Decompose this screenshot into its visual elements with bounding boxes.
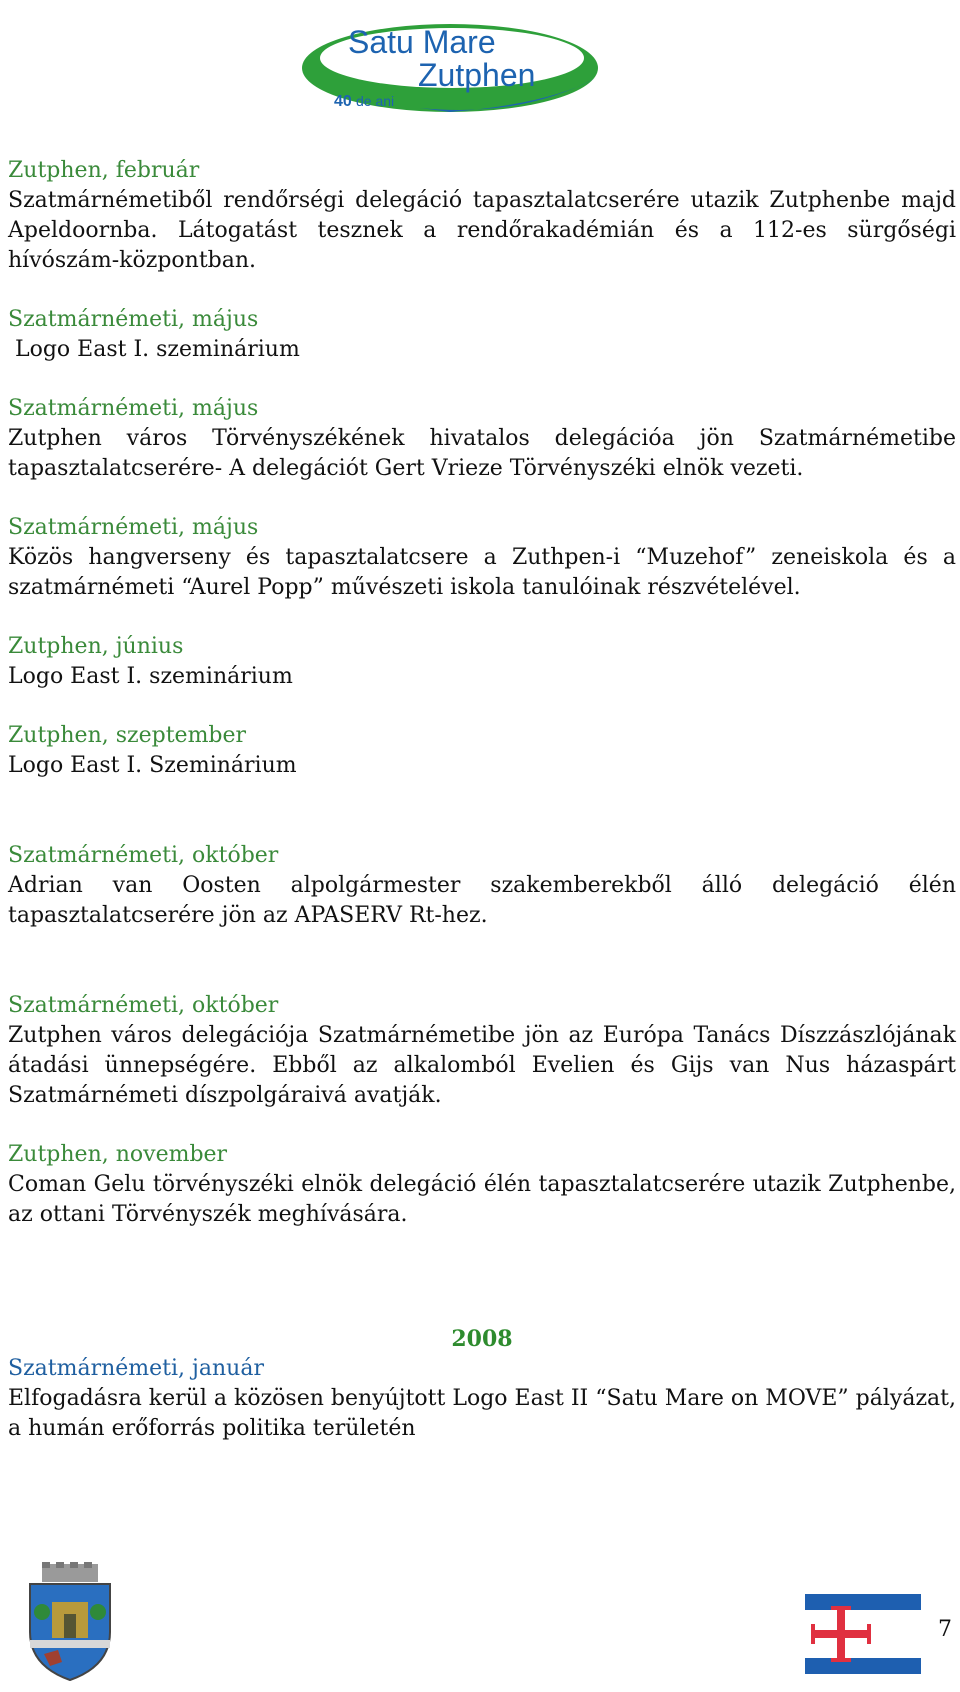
- logo-line1: Satu Mare: [348, 24, 496, 60]
- entry-heading: Szatmárnémeti, október: [8, 993, 279, 1018]
- entry-text: Szatmárnémetiből rendőrségi delegáció tapasztalatcserére utazik Zutphenbe majd Apeldoornba. Látogatást tesznek a rendőrakadémián és a 112-es sürgőségi hívószám-központban.: [8, 188, 956, 273]
- document-content: [8, 156, 956, 1444]
- entry-4: [8, 513, 956, 603]
- entry-2008: [8, 1354, 956, 1444]
- satu-mare-zutphen-logo: [300, 8, 610, 120]
- logo-number: 40: [334, 93, 352, 110]
- entry-text: Logo East I. szeminárium: [8, 664, 293, 689]
- entry-heading: Zutphen, június: [8, 634, 184, 659]
- entry-text: Zutphen város Törvényszékének hivatalos delegációa jön Szatmárnémetibe tapasztalatcserére- A delegációt Gert Vrieze Törvényszéki elnök vezeti.: [8, 426, 956, 481]
- entry-6: [8, 721, 956, 781]
- entry-7: [8, 841, 956, 931]
- entry-1: [8, 156, 956, 276]
- year-heading: 2008: [451, 1326, 513, 1352]
- entry-text: Közös hangverseny és tapasztalatcsere a Zuthpen-i “Muzehof” zeneiskola és a szatmárnémeti “Aurel Popp” művészeti iskola tanulóinak részvételével.: [8, 545, 956, 600]
- satu-mare-coat-of-arms-icon: [22, 1562, 118, 1682]
- entry-text: Logo East I. szeminárium: [8, 337, 300, 362]
- entry-3: [8, 394, 956, 484]
- entry-text: Coman Gelu törvényszéki elnök delegáció élén tapasztalatcserére utazik Zutphenbe, az ottani Törvényszék meghívására.: [8, 1172, 956, 1227]
- entry-5: [8, 632, 956, 692]
- entry-text: Logo East I. Szeminárium: [8, 753, 297, 778]
- entry-text: Adrian van Oosten alpolgármester szakemberekből álló delegáció élén tapasztalatcserére jön az APASERV Rt-hez.: [8, 873, 956, 928]
- page-number: 7: [938, 1617, 952, 1642]
- entry-text: Elfogadásra kerül a közösen benyújtott Logo East II “Satu Mare on MOVE” pályázat, a humán erőforrás politika területén: [8, 1386, 956, 1441]
- entry-heading: Szatmárnémeti, január: [8, 1356, 264, 1381]
- entry-8: [8, 991, 956, 1111]
- entry-9: [8, 1140, 956, 1230]
- logo-suffix: de ani: [356, 93, 395, 109]
- logo-line2: Zutphen: [418, 57, 536, 93]
- entry-heading: Zutphen, szeptember: [8, 723, 247, 748]
- entry-text: Zutphen város delegációja Szatmárnémetibe jön az Európa Tanács Díszzászlójának átadási ünnepségére. Ebből az alkalomból Evelien és Gijs van Nus házaspárt Szatmárnémeti díszpolgáraivá avatják.: [8, 1023, 956, 1108]
- entry-heading: Szatmárnémeti, május: [8, 307, 259, 332]
- entry-heading: Szatmárnémeti, május: [8, 396, 259, 421]
- zutphen-flag-icon: [805, 1594, 921, 1674]
- entry-heading: Zutphen, február: [8, 158, 200, 183]
- entry-heading: Zutphen, november: [8, 1142, 228, 1167]
- entry-2: [8, 305, 956, 365]
- entry-heading: Szatmárnémeti, október: [8, 843, 279, 868]
- entry-heading: Szatmárnémeti, május: [8, 515, 259, 540]
